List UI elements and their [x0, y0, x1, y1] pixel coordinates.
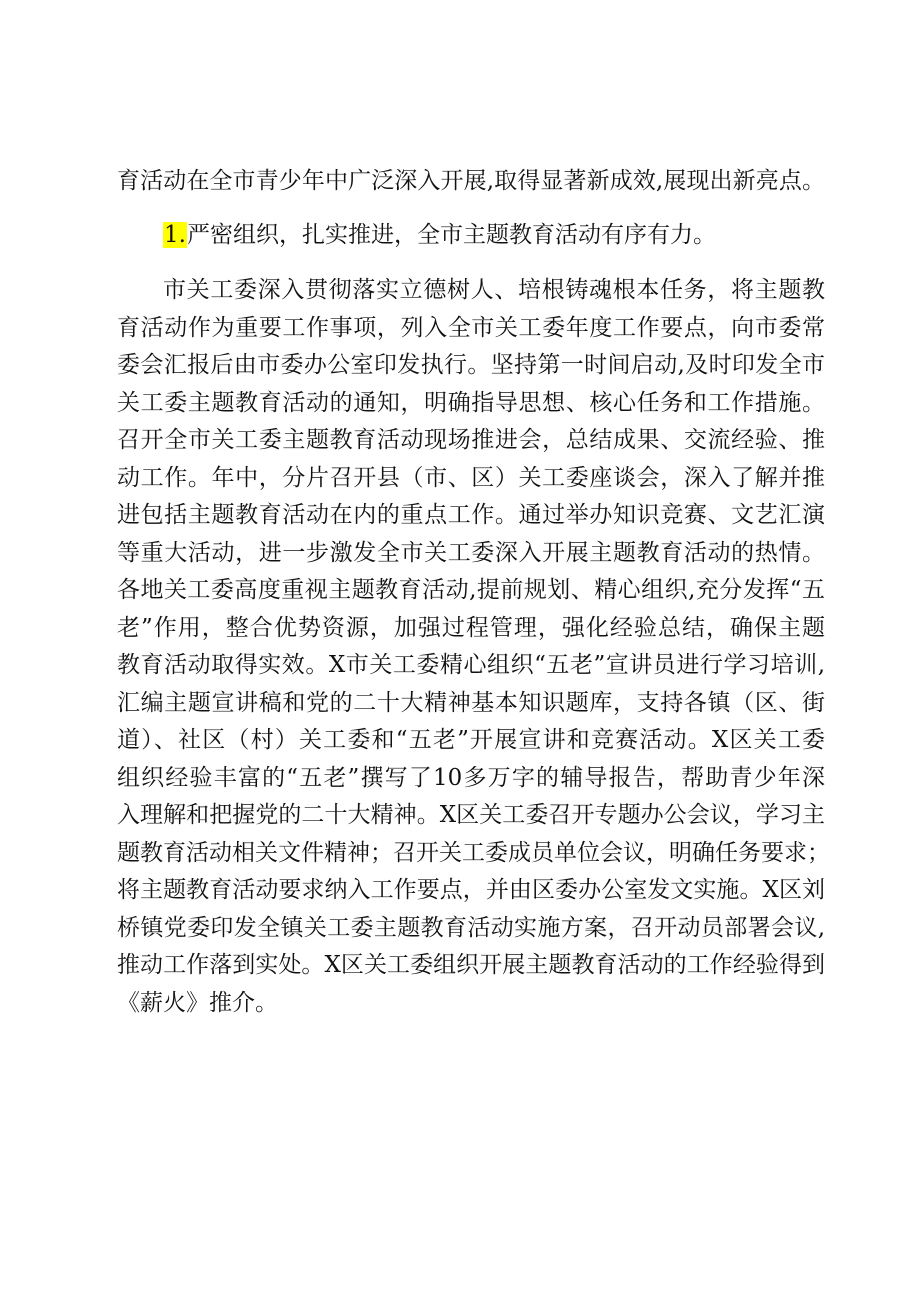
intro-line: 育活动在全市青少年中广泛深入开展,取得显著新成效,展现出新亮点。	[117, 168, 825, 194]
paragraph-line: 《薪火》推介。	[117, 989, 278, 1016]
paragraph-line: 组织经验丰富的“五老”撰写了10多万字的辅导报告，帮助青少年深	[117, 764, 825, 791]
heading-text: 严密组织，扎实推进，全市主题教育活动有序有力。	[186, 222, 716, 248]
heading-number-highlight: 1.	[164, 222, 186, 248]
paragraph-line: 关工委主题教育活动的通知，明确指导思想、核心任务和工作措施。	[117, 389, 825, 416]
paragraph-line: 桥镇党委印发全镇关工委主题教育活动实施方案，召开动员部署会议,	[117, 914, 825, 941]
body-paragraph	[117, 272, 830, 1022]
paragraph-line: 入理解和把握党的二十大精神。X区关工委召开专题办公会议，学习主	[117, 802, 825, 828]
intro-paragraph	[117, 163, 825, 201]
paragraph-line: 道）、社区（村）关工委和“五老”开展宣讲和竞赛活动。X区关工委	[117, 727, 825, 753]
paragraph-line: 市关工委深入贯彻落实立德树人、培根铸魂根本任务，将主题教	[163, 277, 825, 303]
section-heading	[163, 217, 716, 254]
paragraph-line: 各地关工委高度重视主题教育活动,提前规划、精心组织,充分发挥“五	[117, 577, 825, 603]
paragraph-line: 召开全市关工委主题教育活动现场推进会，总结成果、交流经验、推	[117, 427, 825, 453]
paragraph-line: 推动工作落到实处。X区关工委组织开展主题教育活动的工作经验得到	[117, 952, 825, 978]
paragraph-line: 委会汇报后由市委办公室印发执行。坚持第一时间启动,及时印发全市	[117, 352, 825, 378]
paragraph-line: 汇编主题宣讲稿和党的二十大精神基本知识题库，支持各镇（区、街	[117, 689, 825, 716]
paragraph-line: 题教育活动相关文件精神；召开关工委成员单位会议，明确任务要求；	[117, 839, 830, 866]
paragraph-line: 老”作用，整合优势资源，加强过程管理，强化经验总结，确保主题	[117, 614, 825, 641]
paragraph-line: 育活动作为重要工作事项，列入全市关工委年度工作要点，向市委常	[117, 314, 825, 341]
paragraph-line: 教育活动取得实效。X市关工委精心组织“五老”宣讲员进行学习培训,	[117, 652, 825, 678]
paragraph-line: 等重大活动，进一步激发全市关工委深入开展主题教育活动的热情。	[117, 539, 825, 566]
paragraph-line: 动工作。年中，分片召开县（市、区）关工委座谈会，深入了解并推	[117, 464, 825, 491]
paragraph-line: 进包括主题教育活动在内的重点工作。通过举办知识竞赛、文艺汇演	[117, 502, 825, 528]
paragraph-line: 将主题教育活动要求纳入工作要点，并由区委办公室发文实施。X区刘	[117, 877, 825, 903]
